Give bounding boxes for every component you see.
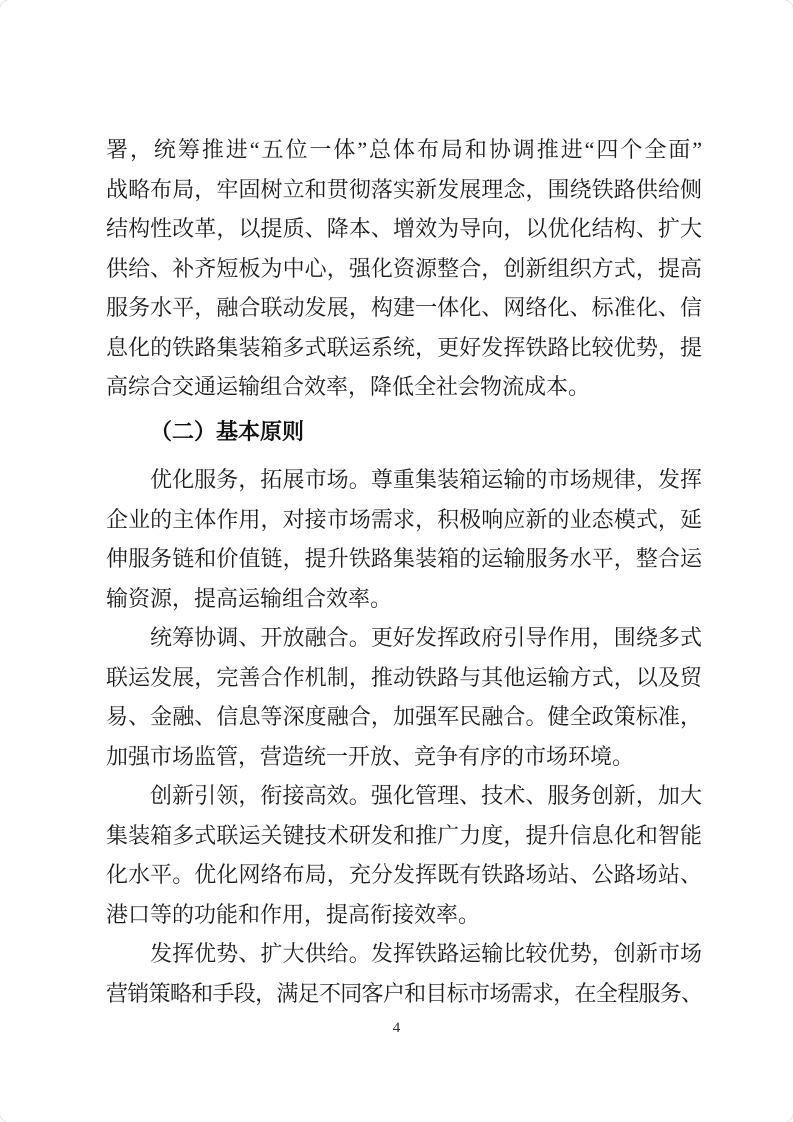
document-body <box>106 130 702 1013</box>
text-line: 结构性改革，以提质、降本、增效为导向，以优化结构、扩大 <box>106 216 702 241</box>
text-line: 创新引领，衔接高效。强化管理、技术、服务创新，加大 <box>150 783 702 808</box>
text-line: 服务水平，融合联动发展，构建一体化、网络化、标准化、信 <box>106 295 702 320</box>
paragraph <box>106 460 702 618</box>
paragraph <box>106 934 702 1013</box>
text-line: 伸服务链和价值链，提升铁路集装箱的运输服务水平，整合运 <box>106 546 702 571</box>
text-line: 易、金融、信息等深度融合，加强军民融合。健全政策标准， <box>106 704 702 729</box>
text-line: 集装箱多式联运关键技术研发和推广力度，提升信息化和智能 <box>106 822 702 848</box>
text-line: 供给、补齐短板为中心，强化资源整合，创新组织方式，提高 <box>106 255 702 281</box>
heading-line: （二）基本原则 <box>150 418 305 444</box>
text-line: 企业的主体作用，对接市场需求，积极响应新的业态模式，延 <box>106 506 702 532</box>
text-line: 优化服务，拓展市场。尊重集装箱运输的市场规律，发挥 <box>150 467 702 492</box>
text-line: 化水平。优化网络布局，充分发挥既有铁路场站、公路场站、 <box>106 862 702 887</box>
text-line: 联运发展，完善合作机制，推动铁路与其他运输方式，以及贸 <box>106 664 702 690</box>
text-line: 营销策略和手段，满足不同客户和目标市场需求，在全程服务、 <box>106 980 702 1006</box>
text-line: 署，统筹推进“五位一体”总体布局和协调推进“四个全面” <box>106 137 702 162</box>
paragraph <box>106 776 702 934</box>
section-heading <box>106 412 702 452</box>
text-line: 港口等的功能和作用，提高衔接效率。 <box>106 901 481 927</box>
text-line: 输资源，提高运输组合效率。 <box>106 585 393 611</box>
text-line: 息化的铁路集装箱多式联运系统，更好发挥铁路比较优势，提 <box>106 334 702 360</box>
text-line: 战略布局，牢固树立和贯彻落实新发展理念，围绕铁路供给侧 <box>106 176 702 202</box>
text-line: 高综合交通运输组合效率，降低全社会物流成本。 <box>106 374 591 399</box>
text-line: 加强市场监管，营造统一开放、竞争有序的市场环境。 <box>106 743 635 769</box>
page-number: 4 <box>392 1020 401 1036</box>
text-line: 发挥优势、扩大供给。发挥铁路运输比较优势，创新市场 <box>150 941 702 966</box>
paragraph <box>106 618 702 776</box>
paragraph <box>106 130 702 407</box>
text-line: 统筹协调、开放融合。更好发挥政府引导作用，围绕多式 <box>150 625 702 650</box>
